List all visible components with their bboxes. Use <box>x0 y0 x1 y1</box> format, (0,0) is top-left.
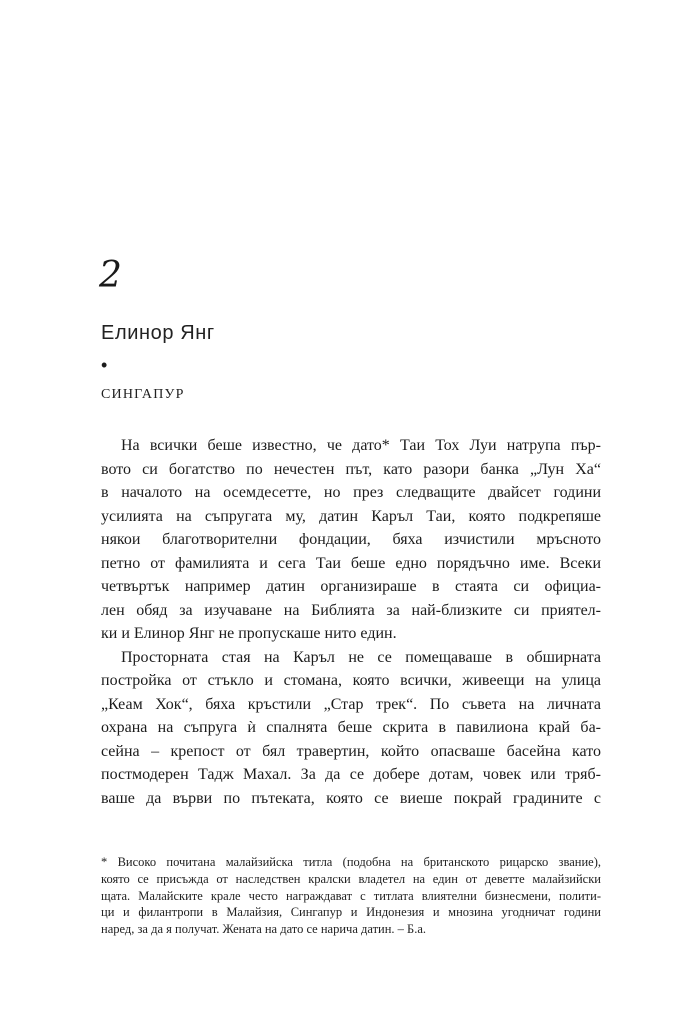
body-line: вото си богатство по нечестен път, като разори банка „Лун Ха“ <box>101 460 601 478</box>
body-line: постмодерен Тадж Махал. За да се добере дотам, човек или тряб- <box>101 766 601 783</box>
footnote <box>101 854 601 938</box>
chapter-bullet: • <box>101 355 108 375</box>
body-text <box>101 434 601 810</box>
body-line: постройка от стъкло и стомана, която всички, живеещи на улица <box>101 672 601 689</box>
footnote-line: наред, за да я получат. Жената на дато се нарича датин. – Б.а. <box>101 922 427 937</box>
body-line: усилията на съпругата му, датин Каръл Таи, която подкрепяше <box>101 507 601 525</box>
body-line: охрана на съпруга ѝ спалнята беше скрита в павилиона край ба- <box>101 719 601 736</box>
footnote-line: щата. Малайските крале често награждават с титлата влиятелни бизнесмени, полити- <box>101 888 601 903</box>
footnote-line: ци и филантропи в Малайзия, Сингапур и Индонезия и мнозина угодничат години <box>101 905 601 920</box>
chapter-location: СИНГАПУР <box>101 387 185 402</box>
footnote-line: която се присъжда от наследствен кралски владетел на един от деветте малайзийски <box>101 871 601 886</box>
body-line: сейна – крепост от бял травертин, който опасваше басейна като <box>101 742 601 760</box>
body-line: четвъртък например датин организираше в стаята си официа- <box>101 578 601 595</box>
body-line: На всички беше известно, че дато* Таи Тох Луи натрупа пър- <box>121 437 601 454</box>
body-line: лен обяд за изучаване на Библията за най-близките си приятел- <box>101 601 601 619</box>
body-line: ки и Елинор Янг не пропускаше нито един. <box>101 625 397 642</box>
body-line: ваше да върви по пътеката, която се виеше покрай градините с <box>101 789 601 807</box>
footnote-divider <box>101 846 211 847</box>
footnote-line: * Високо почитана малайзийска титла (подобна на британското рицарско звание), <box>101 855 601 869</box>
body-line: някои благотворителни фондации, бяха изчистили мръсното <box>101 531 601 548</box>
body-line: петно от фамилията и сега Таи беше едно порядъчно име. Всеки <box>101 554 601 572</box>
body-line: в началото на осемдесетте, но през следващите двайсет години <box>101 484 601 501</box>
chapter-title: Елинор Янг <box>101 322 215 344</box>
body-line: „Кеам Хок“, бяха кръстили „Стар трек“. По съвета на личната <box>101 695 601 713</box>
body-line: Просторната стая на Каръл не се помещаваше в обширната <box>121 648 601 666</box>
chapter-number: 2 <box>99 255 122 296</box>
